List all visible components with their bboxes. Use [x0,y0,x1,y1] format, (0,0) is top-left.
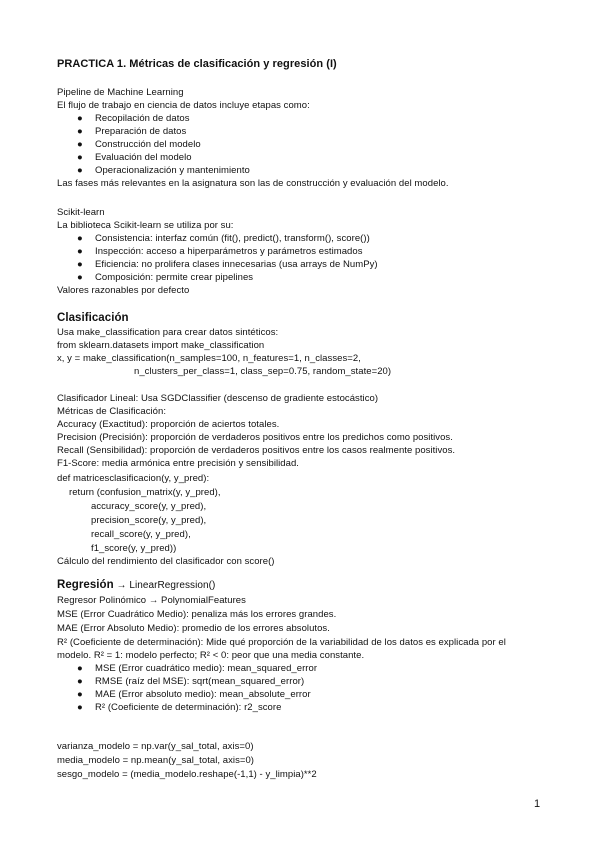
text-line: MAE (Error Absoluto Medio): promedio de los errores absolutos. [57,623,330,634]
list-item: ● Recopilación de datos [77,113,190,124]
code-line: x, y = make_classification(n_samples=100, n_features=1, n_classes=2, [57,353,361,364]
page-number: 1 [534,798,541,810]
code-line: from sklearn.datasets import make_classification [57,340,265,351]
list-item: ● Composición: permite crear pipelines [77,272,254,283]
text-line: R² (Coeficiente de determinación): Mide qué proporción de la variabilidad de los datos es explicada por el [57,637,506,648]
text-line: MSE (Error Cuadrático Medio): penaliza más los errores grandes. [57,609,337,620]
list-item: ● Eficiencia: no prolifera clases innecesarias (usa arrays de NumPy) [77,259,378,270]
sklearn-outro: Valores razonables por defecto [57,285,190,296]
bullet-icon: ● [77,126,83,137]
text-line: Clasificador Lineal: Usa SGDClassifier (descenso de gradiente estocástico) [57,393,379,404]
code-line: f1_score(y, y_pred)) [91,543,177,554]
text-line: Precision (Precisión): proporción de verdaderos positivos entre los predichos como positivos. [57,432,453,443]
sklearn-intro: La biblioteca Scikit-learn se utiliza por su: [57,220,234,231]
list-item: ● Construcción del modelo [77,139,201,150]
code-line: sesgo_modelo = (media_modelo.reshape(-1,1) - y_limpia)**2 [57,769,317,780]
bullet-icon: ● [77,702,83,713]
code-line: def matricesclasificacion(y, y_pred): [57,473,210,484]
bullet-icon: ● [77,165,83,176]
list-item: ● Consistencia: interfaz común (fit(), predict(), transform(), score()) [77,233,370,244]
pipeline-heading: Pipeline de Machine Learning [57,87,184,98]
code-line: varianza_modelo = np.var(y_sal_total, axis=0) [57,741,254,752]
text-line: Recall (Sensibilidad): proporción de verdaderos positivos entre los casos realmente positivos. [57,445,456,456]
code-line: precision_score(y, y_pred), [91,515,207,526]
list-item: ● Inspección: acceso a hiperparámetros y parámetros estimados [77,246,363,257]
list-item: ● MAE (Error absoluto medio): mean_absolute_error [77,689,311,700]
list-item: ● Evaluación del modelo [77,152,192,163]
bullet-icon: ● [77,259,83,270]
code-line: return (confusion_matrix(y, y_pred), [69,487,221,498]
bullet-icon: ● [77,676,83,687]
document-title: PRACTICA 1. Métricas de clasificación y regresión (I) [57,58,337,70]
bullet-icon: ● [77,663,83,674]
bullet-icon: ● [77,689,83,700]
sklearn-heading: Scikit-learn [57,207,105,218]
list-item: ● MSE (Error cuadrático medio): mean_squared_error [77,663,318,674]
list-item: ● R² (Coeficiente de determinación): r2_score [77,702,282,713]
text-line: Regresor Polinómico → PolynomialFeatures [57,595,246,606]
text-line: Accuracy (Exactitud): proporción de aciertos totales. [57,419,280,430]
bullet-icon: ● [77,272,83,283]
text-line: Cálculo del rendimiento del clasificador con score() [57,556,275,567]
list-item: ● Preparación de datos [77,126,187,137]
text-line: Usa make_classification para crear datos sintéticos: [57,327,279,338]
code-line: recall_score(y, y_pred), [91,529,191,540]
bullet-icon: ● [77,139,83,150]
pipeline-intro: El flujo de trabajo en ciencia de datos incluye etapas como: [57,100,310,111]
bullet-icon: ● [77,233,83,244]
text-line: F1-Score: media armónica entre precisión y sensibilidad. [57,458,299,469]
code-line: media_modelo = np.mean(y_sal_total, axis=0) [57,755,255,766]
text-line: Métricas de Clasificación: [57,406,167,417]
regresion-heading: Regresión → LinearRegression() [57,579,216,591]
bullet-icon: ● [77,246,83,257]
code-line: accuracy_score(y, y_pred), [91,501,207,512]
pipeline-outro: Las fases más relevantes en la asignatura son las de construcción y evaluación del modelo. [57,178,449,189]
bullet-icon: ● [77,113,83,124]
list-item: ● Operacionalización y mantenimiento [77,165,250,176]
text-line: modelo. R² = 1: modelo perfecto; R² < 0: peor que una media constante. [57,650,365,661]
list-item: ● RMSE (raíz del MSE): sqrt(mean_squared_error) [77,676,305,687]
clasificacion-heading: Clasificación [57,312,129,324]
code-line: n_clusters_per_class=1, class_sep=0.75, random_state=20) [134,366,392,377]
bullet-icon: ● [77,152,83,163]
